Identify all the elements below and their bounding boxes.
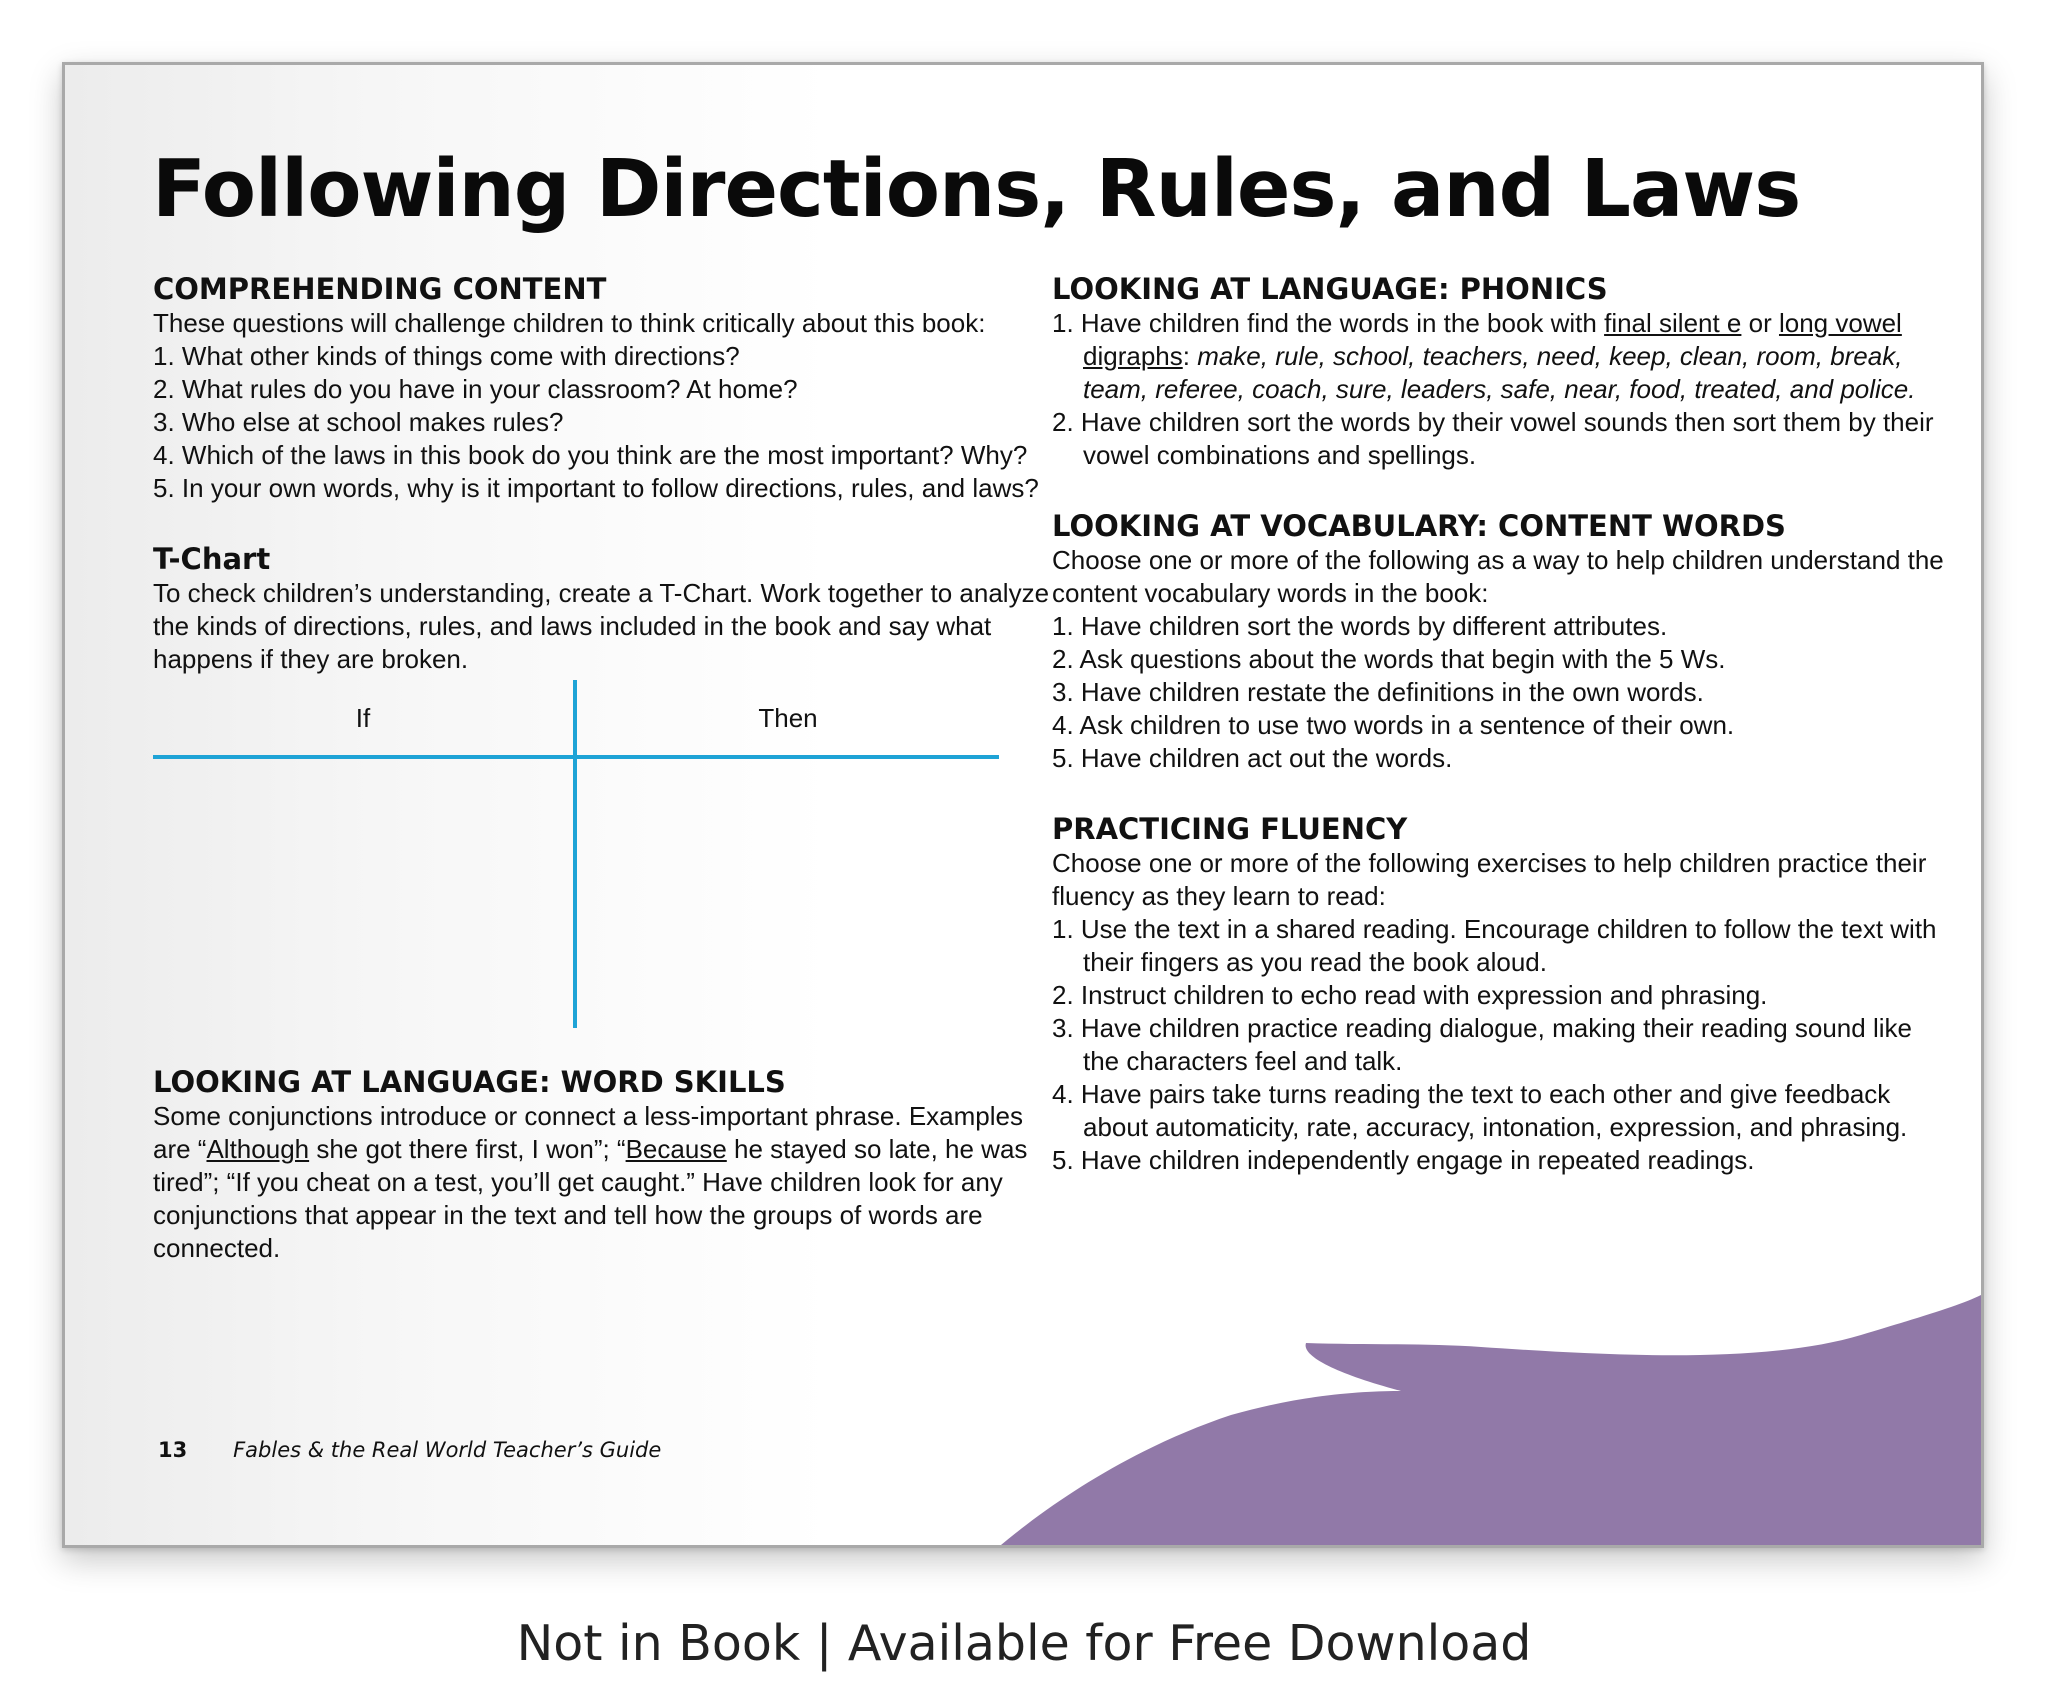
word-skills-text-2: she got there first, I won”; “ xyxy=(309,1134,626,1164)
vocabulary-heading: LOOKING AT VOCABULARY: CONTENT WORDS xyxy=(1052,509,1786,543)
fluency-heading: PRACTICING FLUENCY xyxy=(1052,812,1408,846)
phonics-item1-colon: : xyxy=(1182,341,1198,371)
phonics-word-list: make, rule, school, teachers, need, keep, clean, room, break, team, referee, coach, sure, leaders, safe, near, food, treated, and police. xyxy=(1083,341,1916,404)
list-item: 2. Have children sort the words by their vowel sounds then sort them by their vowel combinations and spellings. xyxy=(1052,407,1934,470)
list-item: 1. Have children sort the words by different attributes. xyxy=(1052,611,1668,641)
comprehending-list xyxy=(153,340,1053,505)
right-column xyxy=(1052,271,1952,1213)
comprehending-section xyxy=(153,271,1053,505)
word-skills-heading: LOOKING AT LANGUAGE: WORD SKILLS xyxy=(153,1065,786,1099)
page-number: 13 xyxy=(158,1438,188,1462)
list-item: 4. Have pairs take turns reading the text to each other and give feedback about automaticity, rate, accuracy, intonation, expression, and phrasing. xyxy=(1052,1079,1908,1142)
decorative-purple-wave xyxy=(1001,1295,1981,1545)
t-chart xyxy=(153,680,1053,1060)
phonics-section xyxy=(1052,271,1952,472)
comprehending-intro: These questions will challenge children to think critically about this book: xyxy=(153,308,986,338)
worksheet-page xyxy=(62,62,1984,1548)
list-item: 2. Instruct children to echo read with expression and phrasing. xyxy=(1052,980,1768,1010)
fluency-list xyxy=(1052,913,1952,1177)
word-skills-section xyxy=(153,1064,1053,1265)
phonics-long-vowel-digraphs: long vowel digraphs xyxy=(1083,308,1902,371)
list-item: 4. Ask children to use two words in a sentence of their own. xyxy=(1052,710,1735,740)
list-item: 1. Use the text in a shared reading. Encourage children to follow the text with their fingers as you read the book aloud. xyxy=(1052,914,1937,977)
tchart-then-label: Then xyxy=(758,703,818,733)
list-item: 5. In your own words, why is it important to follow directions, rules, and laws? xyxy=(153,473,1039,503)
word-skills-text-3: he stayed so late, he was tired”; “If you cheat on a test, you’ll get caught.” Have children look for any conjunctions that appear in the text and tell how the groups of words are connected. xyxy=(153,1134,1028,1263)
word-skills-text-1: Some conjunctions introduce or connect a less-important phrase. Examples are “ xyxy=(153,1101,1023,1164)
tchart-intro: To check children’s understanding, create a T-Chart. Work together to analyze the kinds of directions, rules, and laws included in the book and say what happens if they are broken. xyxy=(153,578,1050,674)
phonics-item1-or: or xyxy=(1741,308,1779,338)
list-item: 2. Ask questions about the words that begin with the 5 Ws. xyxy=(1052,644,1726,674)
word-skills-text xyxy=(153,1100,1053,1265)
fluency-section xyxy=(1052,811,1952,1177)
vocabulary-section xyxy=(1052,508,1952,775)
tchart-if-label: If xyxy=(355,703,371,733)
word-skills-example-because: Because xyxy=(625,1134,727,1164)
phonics-item1-text: 1. Have children find the words in the book with xyxy=(1052,308,1605,338)
comprehending-heading: COMPREHENDING CONTENT xyxy=(153,272,607,306)
list-item: 5. Have children independently engage in repeated readings. xyxy=(1052,1145,1755,1175)
list-item: 4. Which of the laws in this book do you think are the most important? Why? xyxy=(153,440,1028,470)
list-item: 2. What rules do you have in your classroom? At home? xyxy=(153,374,798,404)
fluency-intro: Choose one or more of the following exercises to help children practice their fluency as they learn to read: xyxy=(1052,848,1927,911)
page-footer xyxy=(158,1438,661,1463)
list-item xyxy=(1052,307,1952,406)
vocabulary-list xyxy=(1052,610,1952,775)
page-title: Following Directions, Rules, and Laws xyxy=(152,143,1801,235)
list-item: 1. What other kinds of things come with directions? xyxy=(153,341,740,371)
tchart-section xyxy=(153,541,1053,1060)
list-item: 3. Have children practice reading dialogue, making their reading sound like the characters feel and talk. xyxy=(1052,1013,1912,1076)
tchart-vertical-line xyxy=(573,680,577,1028)
word-skills-example-although: Although xyxy=(206,1134,310,1164)
tchart-heading: T-Chart xyxy=(153,542,271,576)
guide-title: Fables & the Real World Teacher’s Guide xyxy=(233,1438,662,1462)
list-item: 5. Have children act out the words. xyxy=(1052,743,1453,773)
phonics-heading: LOOKING AT LANGUAGE: PHONICS xyxy=(1052,272,1608,306)
list-item: 3. Who else at school makes rules? xyxy=(153,407,564,437)
left-column xyxy=(153,271,1053,1301)
download-caption: Not in Book | Available for Free Download xyxy=(516,1615,1532,1672)
phonics-list xyxy=(1052,307,1952,472)
list-item: 3. Have children restate the definitions in the own words. xyxy=(1052,677,1704,707)
phonics-final-silent-e: final silent e xyxy=(1604,308,1742,338)
vocabulary-intro: Choose one or more of the following as a way to help children understand the content vocabulary words in the book: xyxy=(1052,545,1944,608)
